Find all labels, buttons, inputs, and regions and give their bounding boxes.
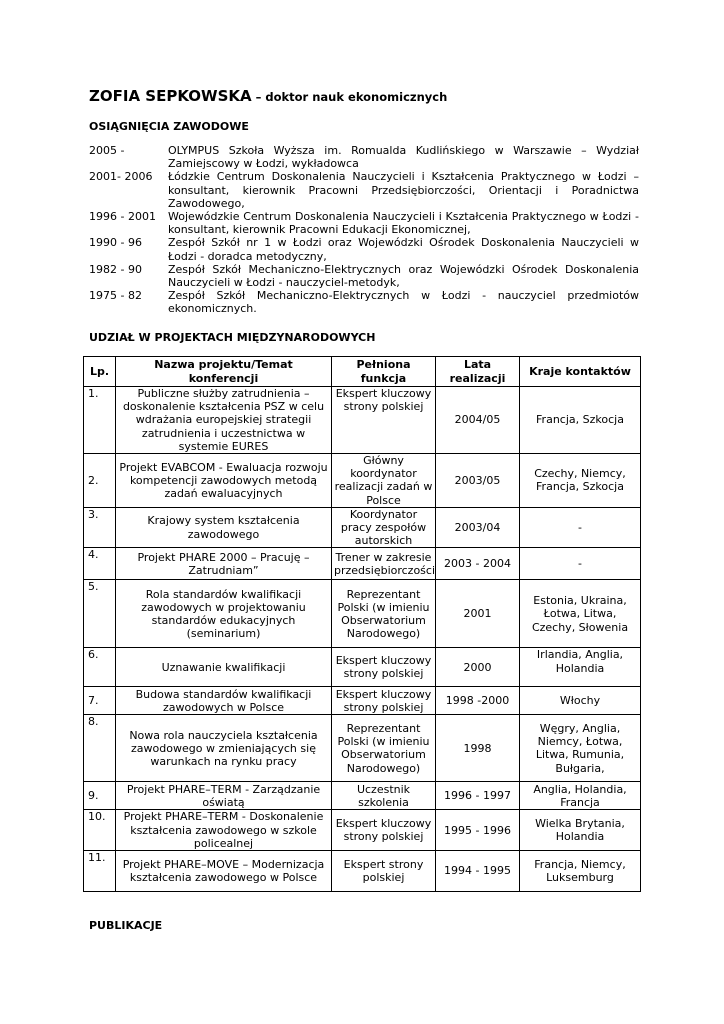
cell-name: Projekt PHARE–TERM - Doskonalenie kształcenia zawodowego w szkole policealnej — [116, 810, 332, 851]
cell-lp: 10. — [84, 810, 116, 851]
projects-table — [83, 356, 641, 892]
cell-years: 1995 - 1996 — [436, 810, 520, 851]
table-row — [84, 687, 641, 715]
cell-years: 1998 — [436, 715, 520, 782]
career-description: Zespół Szkół Mechaniczno-Elektrycznych oraz Wojewódzki Ośrodek Doskonalenia Nauczycieli w Łodzi - nauczyciel-metodyk, — [168, 262, 639, 290]
cell-countries: Estonia, Ukraina, Łotwa, Litwa, Czechy, Słowenia — [520, 580, 641, 648]
column-header-lp: Lp. — [84, 357, 116, 387]
list-item — [89, 170, 639, 210]
career-period: 2005 - — [89, 144, 125, 157]
table-row — [84, 810, 641, 851]
cell-role: Reprezentant Polski (w imieniu Obserwatorium Narodowego) — [332, 580, 436, 648]
cell-countries: Irlandia, Anglia, Holandia — [520, 648, 641, 687]
cell-countries: Wielka Brytania, Holandia — [520, 810, 641, 851]
column-header-role: Pełniona funkcja — [332, 357, 436, 387]
cell-lp: 4. — [84, 548, 116, 580]
table-row — [84, 387, 641, 454]
cell-lp: 11. — [84, 851, 116, 892]
career-period: 1996 - 2001 — [89, 210, 156, 224]
cell-countries: - — [520, 507, 641, 548]
cell-years: 1994 - 1995 — [436, 851, 520, 892]
column-header-name: Nazwa projektu/Temat konferencji — [116, 357, 332, 387]
cell-name: Publiczne służby zatrudnienia – doskonalenie kształcenia PSZ w celu wdrażania europejskiej strategii zatrudnienia i uczestnictwa w systemie EURES — [116, 387, 332, 454]
cell-name: Projekt PHARE 2000 – Pracuję – Zatrudniam” — [116, 548, 332, 580]
list-item — [89, 210, 639, 236]
table-row — [84, 715, 641, 782]
cell-name: Projekt EVABCOM - Ewaluacja rozwoju kompetencji zawodowych metodą zadań ewaluacyjnych — [116, 454, 332, 508]
list-item — [89, 263, 639, 289]
cell-years: 2000 — [436, 648, 520, 687]
list-item — [89, 236, 639, 262]
cell-role: Ekspert kluczowy strony polskiej — [332, 687, 436, 715]
cell-name: Nowa rola nauczyciela kształcenia zawodowego w zmieniających się warunkach na rynku pracy — [116, 715, 332, 782]
cell-name: Krajowy system kształcenia zawodowego — [116, 507, 332, 548]
table-row — [84, 782, 641, 810]
table-row — [84, 580, 641, 648]
career-description: OLYMPUS Szkoła Wyższa im. Romualda Kudlińskiego w Warszawie – Wydział Zamiejscowy w Łodzi, wykładowca — [168, 144, 639, 171]
cell-name: Budowa standardów kwalifikacji zawodowych w Polsce — [116, 687, 332, 715]
cell-role: Koordynator pracy zespołów autorskich — [332, 507, 436, 548]
cell-role: Ekspert strony polskiej — [332, 851, 436, 892]
cell-countries: Francja, Niemcy, Luksemburg — [520, 851, 641, 892]
career-period: 2001- 2006 — [89, 170, 153, 184]
cell-role: Ekspert kluczowy strony polskiej — [332, 387, 436, 454]
cell-years: 2003/04 — [436, 507, 520, 548]
cell-lp: 8. — [84, 715, 116, 782]
cell-name: Rola standardów kwalifikacji zawodowych w projektowaniu standardów edukacyjnych (seminarium) — [116, 580, 332, 648]
publications-heading: PUBLIKACJE — [89, 919, 163, 932]
table-row — [84, 648, 641, 687]
table-row — [84, 507, 641, 548]
table-header-row — [84, 357, 641, 387]
cell-role: Reprezentant Polski (w imieniu Obserwatorium Narodowego) — [332, 715, 436, 782]
cell-lp: 1. — [84, 387, 116, 454]
cell-name: Projekt PHARE–TERM - Zarządzanie oświatą — [116, 782, 332, 810]
cell-role: Uczestnik szkolenia — [332, 782, 436, 810]
cell-lp: 7. — [84, 687, 116, 715]
achievements-list — [89, 144, 639, 316]
author-degree: – doktor nauk ekonomicznych — [251, 90, 448, 104]
cell-role: Ekspert kluczowy strony polskiej — [332, 648, 436, 687]
cell-countries: Węgry, Anglia, Niemcy, Łotwa, Litwa, Rumunia, Bułgaria, — [520, 715, 641, 782]
list-item — [89, 289, 639, 315]
cell-years: 1998 -2000 — [436, 687, 520, 715]
column-header-countries: Kraje kontaktów — [520, 357, 641, 387]
cell-years: 1996 - 1997 — [436, 782, 520, 810]
cell-countries: - — [520, 548, 641, 580]
career-description: Zespół Szkół nr 1 w Łodzi oraz Wojewódzki Ośrodek Doskonalenia Nauczycieli w Łodzi - doradca metodyczny, — [168, 236, 639, 263]
cell-lp: 2. — [84, 454, 116, 508]
cell-years: 2003 - 2004 — [436, 548, 520, 580]
projects-heading: UDZIAŁ W PROJEKTACH MIĘDZYNARODOWYCH — [89, 331, 376, 344]
author-name: ZOFIA SEPKOWSKA — [89, 87, 252, 105]
cell-role: Ekspert kluczowy strony polskiej — [332, 810, 436, 851]
career-period: 1990 - 96 — [89, 236, 142, 250]
cell-name: Projekt PHARE–MOVE – Modernizacja kształcenia zawodowego w Polsce — [116, 851, 332, 892]
cell-lp: 5. — [84, 580, 116, 648]
cell-years: 2001 — [436, 580, 520, 648]
column-header-years: Lata realizacji — [436, 357, 520, 387]
document-title — [89, 86, 447, 105]
cell-role: Trener w zakresie przedsiębiorczości — [332, 548, 436, 580]
career-description: Łódzkie Centrum Doskonalenia Nauczycieli i Kształcenia Praktycznego w Łodzi – konsultant, kierownik Pracowni Przedsiębiorczości, Orientacji i Poradnictwa Zawodowego, — [168, 170, 639, 210]
table-row — [84, 454, 641, 508]
cell-lp: 3. — [84, 507, 116, 548]
cell-countries: Anglia, Holandia, Francja — [520, 782, 641, 810]
cell-name: Uznawanie kwalifikacji — [116, 648, 332, 687]
career-description: Zespół Szkół Mechaniczno-Elektrycznych w Łodzi - nauczyciel przedmiotów ekonomicznych. — [168, 289, 639, 316]
table-row — [84, 548, 641, 580]
cell-lp: 9. — [84, 782, 116, 810]
career-description: Wojewódzkie Centrum Doskonalenia Nauczycieli i Kształcenia Praktycznego w Łodzi - konsultant, kierownik Pracowni Edukacji Ekonomicznej, — [168, 210, 639, 237]
table-row — [84, 851, 641, 892]
cell-countries: Włochy — [520, 687, 641, 715]
cell-years: 2003/05 — [436, 454, 520, 508]
career-period: 1982 - 90 — [89, 262, 142, 276]
cell-role: Główny koordynator realizacji zadań w Polsce — [332, 454, 436, 508]
cell-lp: 6. — [84, 648, 116, 687]
career-period: 1975 - 82 — [89, 289, 142, 303]
cell-countries: Francja, Szkocja — [520, 387, 641, 454]
cell-years: 2004/05 — [436, 387, 520, 454]
achievements-heading: OSIĄGNIĘCIA ZAWODOWE — [89, 120, 249, 133]
cell-countries: Czechy, Niemcy, Francja, Szkocja — [520, 454, 641, 508]
list-item — [89, 144, 639, 170]
